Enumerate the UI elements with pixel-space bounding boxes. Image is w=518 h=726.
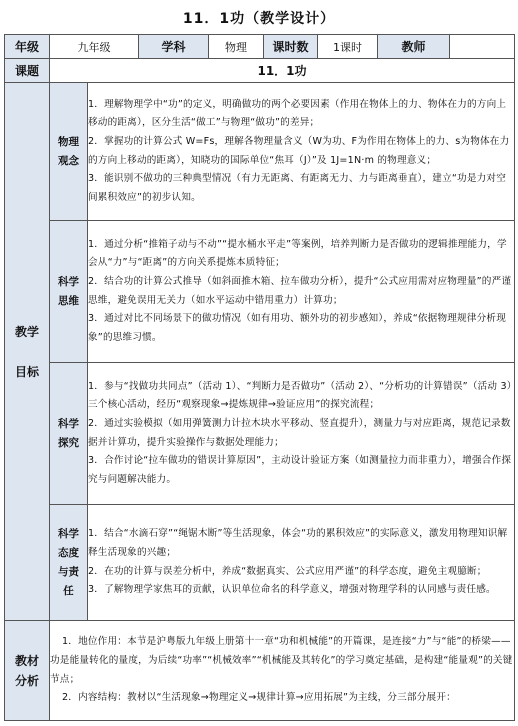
thinking-item-3: 3．通过对比不同场景下的做功情况（如有用功、额外功的初步感知），养成“依据物理规律分析现象”的思维习惯。	[88, 313, 507, 343]
topic-label: 课题	[5, 59, 50, 83]
objectives-label-line1: 教学	[14, 324, 39, 339]
grade-label: 年级	[5, 35, 50, 59]
inquiry-item-2: 2．通过实验模拟（如用弹簧测力计拉木块水平移动、竖直提升），测量力与对应距离，规范记录数据并计算功，提升实验操作与数据处理能力；	[88, 417, 511, 448]
concept-item-3: 3．能识别不做功的三种典型情况（有力无距离、有距离无力、力与距离垂直），建立“功是力对空间累积效应”的初步认知。	[88, 173, 507, 203]
attitude-label-line3: 与责	[58, 565, 79, 578]
document-title: 11．1功（教学设计）	[182, 11, 336, 27]
concept-label	[50, 83, 88, 221]
concept-text	[88, 83, 515, 221]
subject-label: 学科	[139, 35, 209, 59]
hours-label: 课时数	[264, 35, 318, 59]
attitude-label-line1: 科学	[58, 527, 79, 540]
analysis-text	[50, 621, 515, 721]
thinking-label-line1: 科学	[58, 275, 79, 288]
topic-row	[5, 59, 515, 83]
inquiry-item-3: 3．合作讨论“拉车做功的错误计算原因”，主动设计验证方案（如测量拉力而非重力），增强合作探究与问题解决能力。	[88, 455, 512, 485]
objective-row-attitude	[5, 505, 515, 621]
attitude-label-line4: 任	[63, 584, 74, 597]
inquiry-label-line2: 探究	[58, 436, 79, 449]
lesson-plan-table	[4, 34, 515, 721]
analysis-label-line1: 教材	[14, 653, 39, 668]
thinking-label	[50, 221, 88, 363]
thinking-item-1: 1．通过分析“推箱子动与不动”“提水桶水平走”等案例，培养判断力是否做功的逻辑推理能力，学会从“力”与“距离”的方向关系提炼本质特征；	[88, 238, 507, 269]
objectives-label	[5, 83, 50, 621]
inquiry-label-line1: 科学	[58, 417, 79, 430]
concept-item-1: 1．理解物理学中“功”的定义，明确做功的两个必要因素（作用在物体上的力、物体在力的方向上移动的距离），区分生活“做工”与物理“做功”的差异；	[88, 98, 507, 129]
concept-item-2: 2．掌握功的计算公式 W=Fs，理解各物理量含义（W为功、F为作用在物体上的力、s为物体在力的方向上移动的距离），知晓功的国际单位“焦耳（J）”及 1J=1N·m 的物理意义；	[88, 135, 510, 166]
objective-row-thinking	[5, 221, 515, 363]
attitude-text	[88, 505, 515, 621]
attitude-item-1: 1．结合“水滴石穿”“绳锯木断”等生活现象，体会“功的累积效应”的实际意义，激发用物理知识解释生活现象的兴趣；	[88, 528, 508, 558]
analysis-label-line2: 分析	[14, 673, 39, 688]
analysis-row	[5, 621, 515, 721]
thinking-item-2: 2．结合功的计算公式推导（如斜面推木箱、拉车做功分析），提升“公式应用需对应物理量”的严谨思维，避免误用无关力（如水平运动中错用重力）计算功；	[88, 275, 512, 306]
inquiry-text	[88, 363, 515, 505]
attitude-item-2: 2．在功的计算与误差分析中，养成“数据真实、公式应用严谨”的科学态度，避免主观臆断；	[88, 565, 487, 577]
grade-value: 九年级	[50, 35, 139, 59]
thinking-text	[88, 221, 515, 363]
topic-value: 11．1功	[50, 59, 515, 83]
subject-value: 物理	[209, 35, 264, 59]
attitude-item-3: 3．了解物理学家焦耳的贡献，认识单位命名的科学意义，增强对物理学科的认同感与责任感。	[88, 584, 496, 596]
objective-row-inquiry	[5, 363, 515, 505]
thinking-label-line2: 思维	[58, 294, 79, 307]
inquiry-item-1: 1．参与“找做功共同点”（活动 1）、“判断力是否做功”（活动 2）、“分析功的计算错误”（活动 3）三个核心活动，经历“观察现象→提炼规律→验证应用”的探究流程；	[88, 380, 512, 411]
attitude-label-line2: 态度	[58, 546, 79, 559]
objectives-label-line2: 目标	[14, 364, 39, 379]
attitude-label	[50, 505, 88, 621]
info-row	[5, 35, 515, 59]
concept-label-line2: 观念	[58, 154, 79, 167]
inquiry-label	[50, 363, 88, 505]
analysis-item-1: 1．地位作用：本节是沪粤版九年级上册第十一章“功和机械能”的开篇课，是连接“力”与“能”的桥梁——功是能量转化的量度，为后续“功率”“机械效率”“机械能及其转化”的学习奠定基础，是构建“能量观”的关键节点；	[50, 636, 513, 685]
concept-label-line1: 物理	[58, 135, 79, 148]
analysis-label	[5, 621, 50, 721]
teacher-value	[450, 35, 515, 59]
hours-value: 1课时	[318, 35, 378, 59]
analysis-item-2: 2．内容结构：教材以“生活现象→物理定义→规律计算→应用拓展”为主线，分三部分展开：	[62, 692, 456, 704]
objective-row-concept	[5, 83, 515, 221]
teacher-label: 教师	[378, 35, 450, 59]
